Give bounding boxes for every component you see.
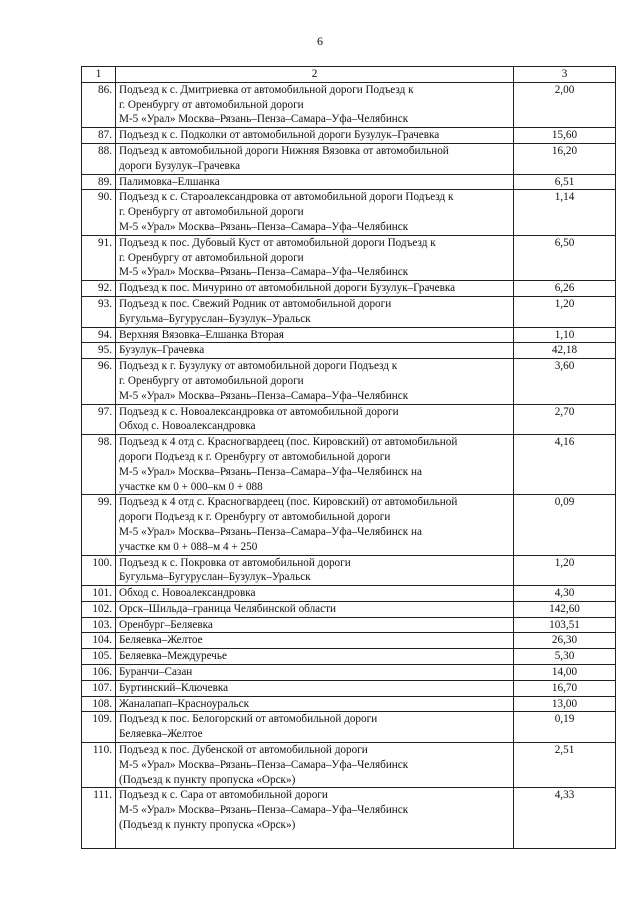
row-number: 106. [82, 665, 116, 681]
table-row [82, 601, 616, 617]
road-length: 2,00 [514, 82, 616, 127]
road-name: Беляевка–Желтое [116, 633, 514, 649]
road-length: 2,51 [514, 743, 616, 788]
row-number: 103. [82, 617, 116, 633]
road-name: Подъезд к с. Подколки от автомобильной дороги Бузулук–Грачевка [116, 128, 514, 144]
table-row [82, 435, 616, 495]
table-row [82, 712, 616, 743]
table-row [82, 743, 616, 788]
road-length: 6,26 [514, 281, 616, 297]
table-row [82, 128, 616, 144]
road-name: Бузулук–Грачевка [116, 343, 514, 359]
row-number: 99. [82, 495, 116, 555]
road-length: 4,33 [514, 788, 616, 849]
table-row [82, 586, 616, 602]
table-row [82, 555, 616, 586]
row-number: 101. [82, 586, 116, 602]
road-name: Подъезд к г. Бузулуку от автомобильной дороги Подъезд к г. Оренбургу от автомобильной дороги М-5 «Урал» Москва–Рязань–Пенза–Самара–Уфа–Челябинск [116, 359, 514, 404]
road-length: 1,20 [514, 296, 616, 327]
table-body [82, 82, 616, 849]
road-name: Подъезд к автомобильной дороги Нижняя Вязовка от автомобильной дороги Бузулук–Грачевка [116, 143, 514, 174]
table-row [82, 235, 616, 280]
road-name: Верхняя Вязовка–Елшанка Вторая [116, 327, 514, 343]
row-number: 97. [82, 404, 116, 435]
row-number: 94. [82, 327, 116, 343]
road-name: Оренбург–Беляевка [116, 617, 514, 633]
road-length: 26,30 [514, 633, 616, 649]
road-length: 142,60 [514, 601, 616, 617]
table-row [82, 680, 616, 696]
road-length: 15,60 [514, 128, 616, 144]
row-number: 88. [82, 143, 116, 174]
road-name: Буранчи–Сазан [116, 665, 514, 681]
row-number: 108. [82, 696, 116, 712]
table-row [82, 633, 616, 649]
road-name: Подъезд к 4 отд с. Красногвардеец (пос. Кировский) от автомобильной дороги Подъезд к г. Оренбургу от автомобильной дороги М-5 «Урал» Москва–Рязань–Пенза–Самара–Уфа–Челябинск на участке км 0 + 000–км 0 + 088 [116, 435, 514, 495]
row-number: 86. [82, 82, 116, 127]
row-number: 104. [82, 633, 116, 649]
road-name: Жаналапап–Красноуральск [116, 696, 514, 712]
row-number: 90. [82, 190, 116, 235]
road-name: Подъезд к с. Дмитриевка от автомобильной дороги Подъезд к г. Оренбургу от автомобильной дороги М-5 «Урал» Москва–Рязань–Пенза–Самара–Уфа–Челябинск [116, 82, 514, 127]
road-name: Подъезд к пос. Белогорский от автомобильной дороги Беляевка–Желтое [116, 712, 514, 743]
row-number: 110. [82, 743, 116, 788]
road-length: 4,30 [514, 586, 616, 602]
road-length: 14,00 [514, 665, 616, 681]
road-length: 3,60 [514, 359, 616, 404]
road-name: Буртинский–Ключевка [116, 680, 514, 696]
road-length: 2,70 [514, 404, 616, 435]
row-number: 105. [82, 649, 116, 665]
road-length: 13,00 [514, 696, 616, 712]
header-col-1: 1 [82, 67, 116, 83]
table-row [82, 82, 616, 127]
road-length: 5,30 [514, 649, 616, 665]
road-name: Подъезд к пос. Свежий Родник от автомобильной дороги Бугульма–Бугуруслан–Бузулук–Уральск [116, 296, 514, 327]
table-row [82, 190, 616, 235]
road-length: 4,16 [514, 435, 616, 495]
road-name: Подъезд к пос. Дубенской от автомобильной дороги М-5 «Урал» Москва–Рязань–Пенза–Самара–Уфа–Челябинск (Подъезд к пункту пропуска «Орск») [116, 743, 514, 788]
row-number: 100. [82, 555, 116, 586]
road-name: Подъезд к пос. Дубовый Куст от автомобильной дороги Подъезд к г. Оренбургу от автомобильной дороги М-5 «Урал» Москва–Рязань–Пенза–Самара–Уфа–Челябинск [116, 235, 514, 280]
road-name: Подъезд к пос. Мичурино от автомобильной дороги Бузулук–Грачевка [116, 281, 514, 297]
table-row [82, 359, 616, 404]
road-length: 42,18 [514, 343, 616, 359]
table-row [82, 649, 616, 665]
table-row [82, 174, 616, 190]
row-number: 111. [82, 788, 116, 849]
table-row [82, 404, 616, 435]
road-length: 0,09 [514, 495, 616, 555]
road-length: 1,14 [514, 190, 616, 235]
page-number: 6 [317, 34, 323, 48]
road-name: Подъезд к с. Староалександровка от автомобильной дороги Подъезд к г. Оренбургу от автомобильной дороги М-5 «Урал» Москва–Рязань–Пенза–Самара–Уфа–Челябинск [116, 190, 514, 235]
header-col-2: 2 [116, 67, 514, 83]
row-number: 109. [82, 712, 116, 743]
road-length: 6,50 [514, 235, 616, 280]
table-row [82, 696, 616, 712]
road-name: Подъезд к с. Новоалександровка от автомобильной дороги Обход с. Новоалександровка [116, 404, 514, 435]
row-number: 87. [82, 128, 116, 144]
table-row [82, 788, 616, 849]
row-number: 96. [82, 359, 116, 404]
table-row [82, 495, 616, 555]
row-number: 98. [82, 435, 116, 495]
road-name: Подъезд к 4 отд с. Красногвардеец (пос. Кировский) от автомобильной дороги Подъезд к г. Оренбургу от автомобильной дороги М-5 «Урал» Москва–Рязань–Пенза–Самара–Уфа–Челябинск на участке км 0 + 088–м 4 + 250 [116, 495, 514, 555]
row-number: 95. [82, 343, 116, 359]
table-row [82, 281, 616, 297]
road-length: 103,51 [514, 617, 616, 633]
road-name: Орск–Шильда–граница Челябинской области [116, 601, 514, 617]
row-number: 91. [82, 235, 116, 280]
road-length: 1,20 [514, 555, 616, 586]
table-row [82, 327, 616, 343]
road-length: 16,70 [514, 680, 616, 696]
table-row [82, 343, 616, 359]
road-length: 1,10 [514, 327, 616, 343]
road-name: Подъезд к с. Сара от автомобильной дороги М-5 «Урал» Москва–Рязань–Пенза–Самара–Уфа–Челябинск (Подъезд к пункту пропуска «Орск») [116, 788, 514, 849]
row-number: 93. [82, 296, 116, 327]
table-header-row [82, 67, 616, 83]
table-row [82, 617, 616, 633]
road-length: 6,51 [514, 174, 616, 190]
row-number: 102. [82, 601, 116, 617]
table-row [82, 665, 616, 681]
table-row [82, 143, 616, 174]
header-col-3: 3 [514, 67, 616, 83]
road-name: Беляевка–Междуречье [116, 649, 514, 665]
road-length: 0,19 [514, 712, 616, 743]
row-number: 89. [82, 174, 116, 190]
roads-table [81, 66, 616, 849]
row-number: 92. [82, 281, 116, 297]
road-name: Обход с. Новоалександровка [116, 586, 514, 602]
road-name: Подъезд к с. Покровка от автомобильной дороги Бугульма–Бугуруслан–Бузулук–Уральск [116, 555, 514, 586]
road-name: Палимовка–Елшанка [116, 174, 514, 190]
row-number: 107. [82, 680, 116, 696]
table-row [82, 296, 616, 327]
road-length: 16,20 [514, 143, 616, 174]
